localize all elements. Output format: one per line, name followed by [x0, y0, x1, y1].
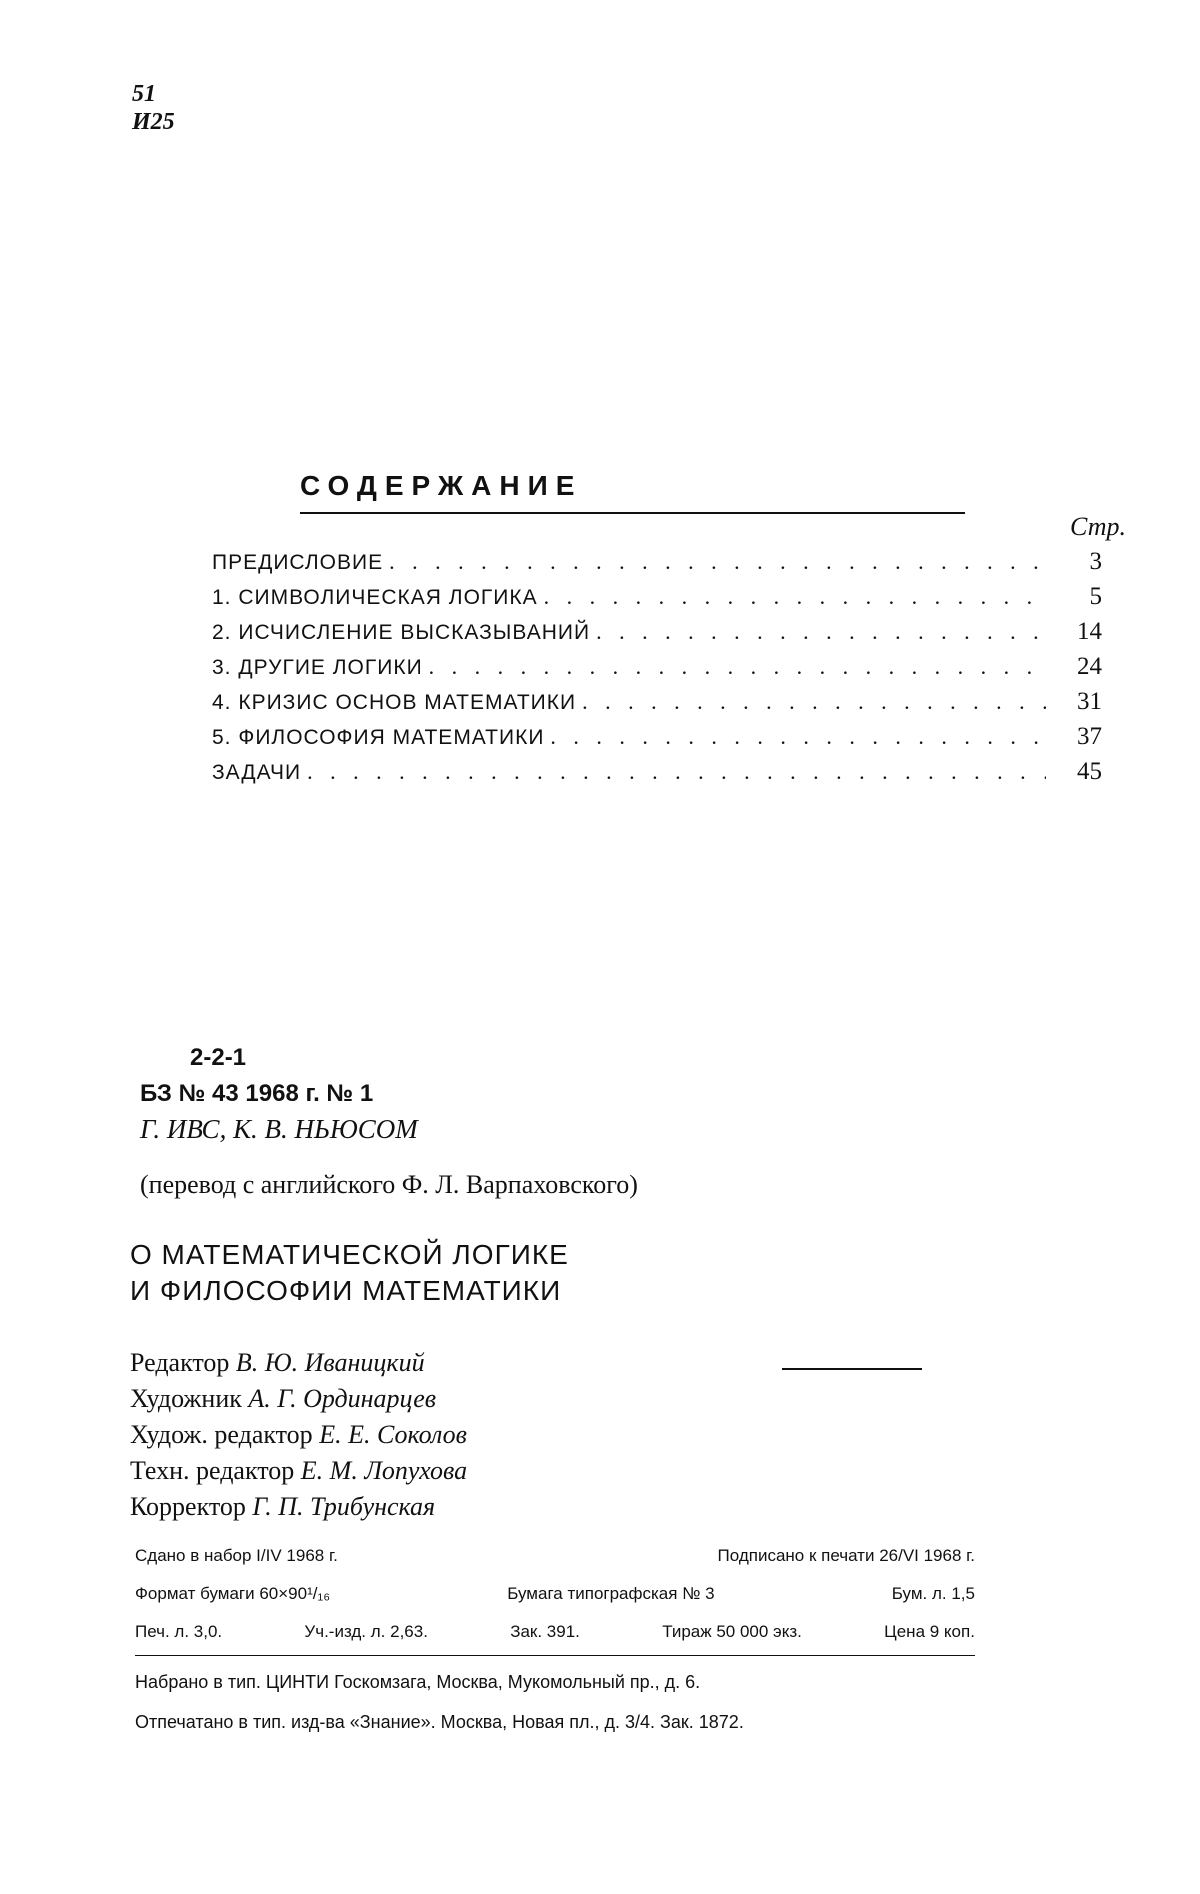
- credit-name: Е. М. Лопухова: [300, 1456, 468, 1485]
- toc-leader-dots: [389, 549, 1046, 575]
- imprint-item: Цена 9 коп.: [884, 1622, 975, 1641]
- toc-entry-label: 5. ФИЛОСОФИЯ МАТЕМАТИКИ: [212, 726, 545, 749]
- credit-row: [130, 1381, 467, 1417]
- credit-role: Корректор: [130, 1492, 246, 1521]
- class-code-line-1: 51: [132, 81, 156, 107]
- translation-note: (перевод с английского Ф. Л. Варпаховского): [140, 1170, 638, 1199]
- imprint-divider: [135, 1655, 975, 1656]
- toc-title: СОДЕРЖАНИЕ: [300, 470, 583, 501]
- credit-role: Редактор: [130, 1348, 230, 1377]
- imprint-item: Сдано в набор I/IV 1968 г.: [135, 1546, 338, 1565]
- book-title-line-1: О МАТЕМАТИЧЕСКОЙ ЛОГИКЕ: [130, 1239, 569, 1270]
- publication-codes: [140, 1040, 374, 1112]
- toc-entry-page: 31: [1077, 688, 1102, 715]
- toc-entry[interactable]: [212, 653, 1102, 688]
- toc-entry-label: ПРЕДИСЛОВИЕ: [212, 551, 384, 574]
- imprint-row: [135, 1537, 975, 1575]
- credit-row: [130, 1489, 467, 1525]
- class-code-line-2: И25: [132, 109, 175, 135]
- book-title-line-2: И ФИЛОСОФИИ МАТЕМАТИКИ: [130, 1275, 562, 1306]
- printing-line-1: Набрано в тип. ЦИНТИ Госкомзага, Москва, Мукомольный пр., д. 6.: [135, 1672, 701, 1692]
- toc-entry-label: 3. ДРУГИЕ ЛОГИКИ: [212, 656, 423, 679]
- toc-entry[interactable]: [212, 548, 1102, 583]
- toc-leader-dots: [550, 724, 1046, 750]
- toc-entry-page: 37: [1077, 723, 1102, 750]
- toc-entry-label: 4. КРИЗИС ОСНОВ МАТЕМАТИКИ: [212, 691, 577, 714]
- credit-role: Худож. редактор: [130, 1420, 313, 1449]
- imprint-item: Формат бумаги 60×90¹/₁₆: [135, 1584, 331, 1603]
- editorial-credits: [130, 1345, 467, 1525]
- credit-name: В. Ю. Иваницкий: [235, 1348, 425, 1377]
- credit-name: Е. Е. Соколов: [319, 1420, 467, 1449]
- toc-page-header: Стр.: [1070, 512, 1126, 541]
- toc-entry-label: 1. СИМВОЛИЧЕСКАЯ ЛОГИКА: [212, 586, 538, 609]
- publication-code-line-1: 2-2-1: [190, 1044, 247, 1071]
- imprint-item: Бум. л. 1,5: [891, 1584, 975, 1603]
- credits-side-rule: [782, 1368, 922, 1370]
- table-of-contents: [212, 548, 1102, 793]
- credit-row: [130, 1453, 467, 1489]
- imprint-item: Подписано к печати 26/VI 1968 г.: [717, 1546, 975, 1565]
- toc-entry-page: 24: [1077, 653, 1102, 680]
- credit-role: Художник: [130, 1384, 242, 1413]
- toc-entry-page: 45: [1077, 758, 1102, 785]
- imprint-item: Зак. 391.: [510, 1622, 580, 1641]
- credit-row: [130, 1417, 467, 1453]
- toc-entry-page: 5: [1089, 583, 1102, 610]
- toc-entry-label: ЗАДАЧИ: [212, 761, 302, 784]
- book-authors: Г. ИВС, К. В. НЬЮСОМ: [140, 1114, 418, 1144]
- toc-entry[interactable]: [212, 723, 1102, 758]
- toc-leader-dots: [429, 654, 1046, 680]
- imprint-item: Уч.-изд. л. 2,63.: [304, 1622, 428, 1641]
- toc-entry[interactable]: [212, 583, 1102, 618]
- library-classification-code: [132, 80, 175, 136]
- publication-code-line-2: БЗ № 43 1968 г. № 1: [140, 1080, 374, 1107]
- credit-row: [130, 1345, 467, 1381]
- credit-role: Техн. редактор: [130, 1456, 295, 1485]
- imprint-row: [135, 1613, 975, 1651]
- toc-entry[interactable]: [212, 688, 1102, 723]
- imprint-item: Печ. л. 3,0.: [135, 1622, 223, 1641]
- book-title: [130, 1237, 569, 1309]
- toc-leader-dots: [596, 619, 1046, 645]
- toc-entry-label: 2. ИСЧИСЛЕНИЕ ВЫСКАЗЫВАНИЙ: [212, 621, 591, 644]
- toc-leader-dots: [544, 584, 1046, 610]
- imprint-details: [135, 1537, 975, 1651]
- toc-entry-page: 14: [1077, 618, 1102, 645]
- credit-name: А. Г. Ординарцев: [248, 1384, 437, 1413]
- imprint-item: Тираж 50 000 экз.: [662, 1622, 802, 1641]
- imprint-item: Бумага типографская № 3: [507, 1584, 715, 1603]
- toc-title-rule: [300, 512, 965, 514]
- toc-entry-page: 3: [1089, 548, 1102, 575]
- printing-line-2: Отпечатано в тип. изд-ва «Знание». Москва, Новая пл., д. 3/4. Зак. 1872.: [135, 1712, 744, 1732]
- toc-leader-dots: [582, 689, 1046, 715]
- imprint-row: [135, 1575, 975, 1613]
- toc-entry[interactable]: [212, 758, 1102, 793]
- printing-details: [135, 1662, 744, 1742]
- toc-entry[interactable]: [212, 618, 1102, 653]
- toc-leader-dots: [307, 759, 1046, 785]
- credit-name: Г. П. Трибунская: [252, 1492, 436, 1521]
